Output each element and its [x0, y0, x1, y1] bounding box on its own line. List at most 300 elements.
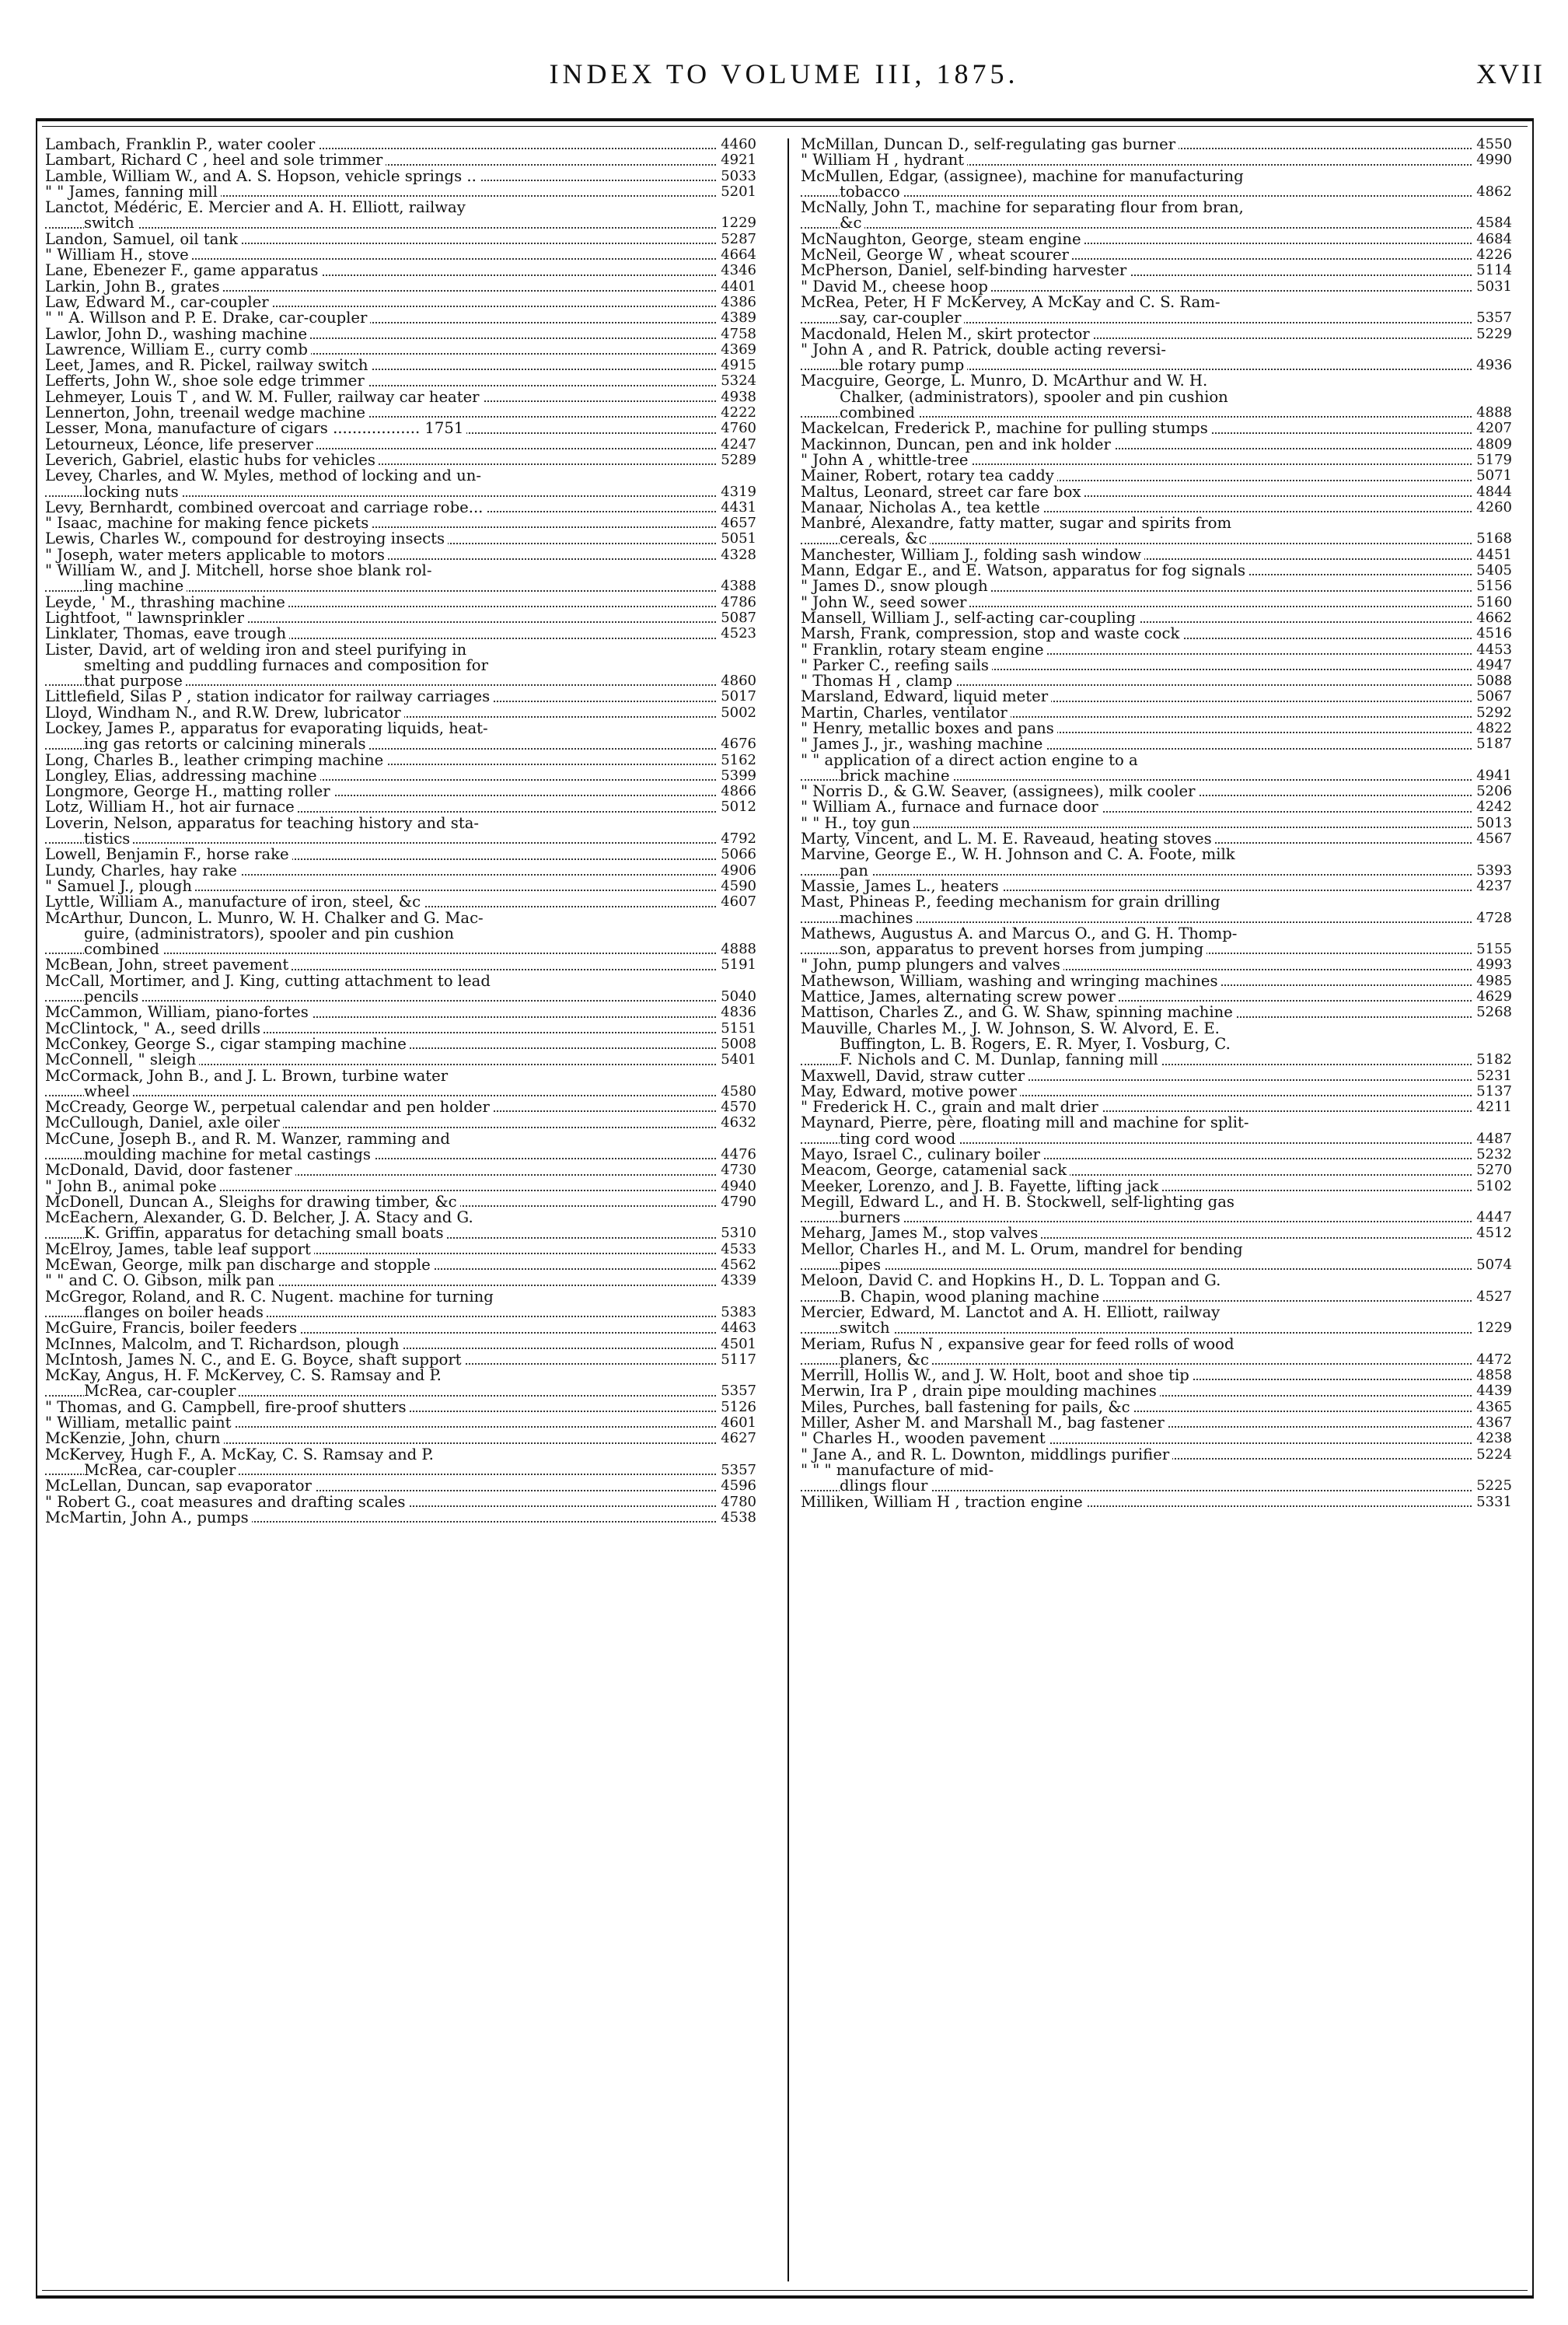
- index-entry: [801, 894, 1512, 926]
- index-entry: [45, 610, 756, 626]
- entry-text-line: [801, 1463, 1512, 1478]
- index-entry: [801, 1021, 1512, 1068]
- index-entry: [45, 626, 756, 642]
- entry-text: Mellor, Charles H., and M. L. Orum, mandrel for bending: [801, 1242, 1246, 1257]
- patent-number: 4388: [716, 579, 756, 594]
- page-header: [0, 51, 1568, 98]
- entry-text: " David M., cheese hoop: [801, 279, 991, 295]
- entry-text: McLellan, Duncan, sap evaporator: [45, 1478, 315, 1494]
- index-entry: [801, 373, 1512, 421]
- index-entry: [801, 626, 1512, 642]
- index-entry: [45, 247, 756, 263]
- patent-number: 4938: [716, 390, 756, 405]
- patent-number: 4328: [716, 547, 756, 563]
- entry-text-line: [45, 1352, 756, 1368]
- entry-text-line: [45, 516, 756, 531]
- entry-text: Merwin, Ira P , drain pipe moulding machines: [801, 1383, 1160, 1399]
- patent-number: 4365: [1472, 1400, 1512, 1415]
- patent-number: 1229: [1472, 1320, 1512, 1336]
- index-entry: [45, 137, 756, 152]
- entry-text-line: [801, 327, 1512, 342]
- entry-text-line: [801, 595, 1512, 610]
- patent-number: 4562: [716, 1257, 756, 1273]
- entry-text-line: [801, 894, 1512, 910]
- entry-text-line: [45, 373, 756, 389]
- entry-text-line: [45, 847, 756, 862]
- entry-text: " Samuel J., plough: [45, 879, 195, 894]
- entry-text-line: [801, 200, 1512, 215]
- index-entry: [801, 152, 1512, 168]
- entry-continuation-line: [801, 1131, 1512, 1147]
- patent-number: 4533: [716, 1242, 756, 1257]
- patent-number: 4222: [716, 405, 756, 421]
- patent-number: 4990: [1472, 152, 1512, 168]
- entry-text-line: [45, 1368, 756, 1383]
- patent-number: 5289: [716, 453, 756, 468]
- entry-text-line: [45, 1320, 756, 1336]
- index-entry: [801, 453, 1512, 468]
- patent-number: 4260: [1472, 500, 1512, 516]
- entry-text: Macdonald, Helen M., skirt protector: [801, 327, 1093, 342]
- entry-text-line: [45, 1115, 756, 1131]
- index-entry: [801, 137, 1512, 152]
- patent-number: 5232: [1472, 1147, 1512, 1162]
- entry-text: McGuire, Francis, boiler feeders: [45, 1320, 300, 1336]
- patent-number: 4339: [716, 1273, 756, 1288]
- entry-continuation-line: [801, 184, 1512, 200]
- entry-text-line: [801, 1273, 1512, 1288]
- entry-text-line: [45, 1478, 756, 1494]
- entry-text: &c: [840, 215, 864, 231]
- entry-text: Leyde, ' M., thrashing machine: [45, 595, 288, 610]
- patent-number: 5155: [1472, 942, 1512, 957]
- patent-number: 5393: [1472, 863, 1512, 879]
- entry-text: Mattice, James, alternating screw power: [801, 989, 1119, 1005]
- patent-number: 5224: [1472, 1447, 1512, 1463]
- entry-text-line: [45, 1100, 756, 1115]
- entry-text: McConnell, " sleigh: [45, 1052, 199, 1068]
- entry-continuation-line: [801, 1210, 1512, 1225]
- entry-text-line: [801, 610, 1512, 626]
- patent-number: 4629: [1472, 989, 1512, 1005]
- entry-text-line: [801, 1100, 1512, 1115]
- entry-text: May, Edward, motive power: [801, 1084, 1020, 1100]
- index-entry: [45, 390, 756, 405]
- patent-number: 4567: [1472, 831, 1512, 847]
- entry-text-line: [801, 957, 1512, 973]
- entry-text: Martin, Charles, ventilator: [801, 705, 1011, 721]
- entry-text: Levey, Charles, and W. Myles, method of locking and un-: [45, 468, 484, 484]
- entry-text-line: [801, 1179, 1512, 1194]
- entry-continuation-line: [801, 531, 1512, 547]
- entry-text: McMullen, Edgar, (assignee), machine for manufacturing: [801, 169, 1247, 184]
- index-entry: [45, 595, 756, 610]
- entry-text: wheel: [84, 1084, 133, 1100]
- patent-number: 4447: [1472, 1210, 1512, 1225]
- entry-text-line: [801, 689, 1512, 704]
- entry-text: Leverich, Gabriel, elastic hubs for vehicles: [45, 453, 379, 468]
- entry-text-line: [45, 1431, 756, 1446]
- entry-text-line: [801, 1005, 1512, 1020]
- entry-text-line: [801, 453, 1512, 468]
- patent-number: 5088: [1472, 673, 1512, 689]
- patent-number: 5231: [1472, 1068, 1512, 1084]
- patent-number: 5292: [1472, 705, 1512, 721]
- entry-continuation-line: [801, 911, 1512, 926]
- entry-text-line: [801, 295, 1512, 310]
- index-entry: [801, 974, 1512, 989]
- entry-text-line: [45, 1400, 756, 1415]
- entry-text: McBean, John, street pavement: [45, 957, 292, 973]
- entry-text: McCready, George W., perpetual calendar and pen holder: [45, 1100, 493, 1115]
- index-entry: [801, 1068, 1512, 1084]
- index-entry: [801, 563, 1512, 579]
- entry-text: Lambart, Richard C , heel and sole trimmer: [45, 152, 386, 168]
- entry-text-line: [801, 1495, 1512, 1510]
- entry-text-line: [801, 658, 1512, 673]
- patent-number: 5182: [1472, 1052, 1512, 1068]
- patent-number: 5162: [716, 753, 756, 768]
- patent-number: 5137: [1472, 1084, 1512, 1100]
- index-entry: [801, 673, 1512, 689]
- index-entry: [45, 1100, 756, 1115]
- entry-text-line: [45, 610, 756, 626]
- patent-number: 5357: [1472, 310, 1512, 326]
- entry-text: McMartin, John A., pumps: [45, 1510, 252, 1526]
- index-entry: [801, 957, 1512, 973]
- entry-continuation-line: [801, 405, 1512, 421]
- index-entry: [801, 516, 1512, 547]
- dot-leader: [45, 227, 756, 229]
- left-index-column: [45, 137, 756, 1526]
- index-entry: [801, 1305, 1512, 1337]
- entry-text: " James D., snow plough: [801, 579, 991, 594]
- patent-number: 4451: [1472, 547, 1512, 563]
- entry-text: McCune, Joseph B., and R. M. Wanzer, ramming and: [45, 1131, 453, 1147]
- dot-leader: [45, 842, 756, 844]
- patent-number: 4247: [716, 437, 756, 453]
- patent-number: 5229: [1472, 327, 1512, 342]
- entry-text-line: [801, 721, 1512, 736]
- entry-text: Lamble, William W., and A. S. Hopson, vehicle springs ..: [45, 169, 480, 184]
- patent-number: 4460: [716, 137, 756, 152]
- entry-text: Mainer, Robert, rotary tea caddy: [801, 468, 1057, 484]
- index-entry: [801, 1383, 1512, 1399]
- dot-leader: [801, 874, 1512, 876]
- entry-text-line: [801, 421, 1512, 436]
- patent-number: 4596: [716, 1478, 756, 1494]
- entry-continuation-line: [45, 1084, 756, 1100]
- patent-number: 4523: [716, 626, 756, 642]
- entry-text: cereals, &c: [840, 531, 930, 547]
- patent-number: 4439: [1472, 1383, 1512, 1399]
- index-entry: [801, 799, 1512, 815]
- patent-number: 4401: [716, 279, 756, 295]
- index-entry: [45, 1115, 756, 1131]
- patent-number: 4527: [1472, 1289, 1512, 1305]
- entry-text: " William H., stove: [45, 247, 192, 263]
- index-entry: [45, 200, 756, 232]
- patent-number: 4760: [716, 421, 756, 436]
- entry-text-line: [801, 547, 1512, 563]
- patent-number: 5031: [1472, 279, 1512, 295]
- entry-text: " Joseph, water meters applicable to motors: [45, 547, 388, 563]
- entry-text-line: [45, 626, 756, 642]
- entry-text-line: [801, 232, 1512, 247]
- entry-continuation-line: [801, 1478, 1512, 1494]
- patent-number: 4730: [716, 1162, 756, 1178]
- patent-number: 4601: [716, 1415, 756, 1431]
- entry-continuation-line: [45, 926, 756, 942]
- patent-number: 5008: [716, 1037, 756, 1052]
- index-entry: [801, 437, 1512, 453]
- entry-text: Lotz, William H., hot air furnace: [45, 799, 298, 815]
- index-entry: [801, 705, 1512, 721]
- index-entry: [45, 152, 756, 168]
- entry-text: Lewis, Charles W., compound for destroying insects: [45, 531, 448, 547]
- index-entry: [45, 1131, 756, 1163]
- entry-text-line: [801, 1194, 1512, 1210]
- dot-leader: [801, 227, 1512, 229]
- patent-number: 4501: [716, 1337, 756, 1352]
- dot-leader: [801, 195, 1512, 197]
- entry-text: " William H , hydrant: [801, 152, 967, 168]
- entry-text-line: [45, 642, 756, 658]
- entry-text: Manbré, Alexandre, fatty matter, sugar and spirits from: [801, 516, 1234, 531]
- entry-text: " Jane A., and R. L. Downton, middlings purifier: [801, 1447, 1172, 1463]
- index-entry: [45, 232, 756, 247]
- patent-number: 5168: [1472, 531, 1512, 547]
- patent-number: 4431: [716, 500, 756, 516]
- patent-number: 5114: [1472, 263, 1512, 278]
- index-entry: [801, 1225, 1512, 1241]
- entry-text: Lister, David, art of welding iron and steel purifying in: [45, 642, 470, 658]
- entry-text-line: [801, 974, 1512, 989]
- index-entry: [45, 753, 756, 768]
- index-entry: [45, 689, 756, 704]
- index-entry: [801, 1415, 1512, 1431]
- index-entry: [801, 421, 1512, 436]
- entry-text-line: [45, 310, 756, 326]
- entry-text: dlings flour: [840, 1478, 931, 1494]
- index-entry: [45, 1447, 756, 1479]
- index-entry: [45, 1068, 756, 1100]
- entry-text: McCormack, John B., and J. L. Brown, turbine water: [45, 1068, 451, 1084]
- entry-continuation-line: [45, 1147, 756, 1162]
- entry-text: " Henry, metallic boxes and pans: [801, 721, 1057, 736]
- entry-text: McArthur, Duncon, L. Munro, W. H. Chalker and G. Mac-: [45, 911, 487, 926]
- patent-number: 5191: [716, 957, 756, 973]
- entry-text-line: [45, 595, 756, 610]
- index-entry: [45, 1320, 756, 1336]
- index-entry: [801, 1463, 1512, 1495]
- patent-number: 4809: [1472, 437, 1512, 453]
- entry-text-line: [801, 1021, 1512, 1037]
- index-entry: [45, 1210, 756, 1242]
- entry-text-line: [45, 1068, 756, 1084]
- index-entry: [45, 1242, 756, 1257]
- index-entry: [801, 753, 1512, 785]
- patent-number: 4921: [716, 152, 756, 168]
- entry-text-line: [45, 295, 756, 310]
- entry-text-line: [45, 768, 756, 784]
- patent-number: 4516: [1472, 626, 1512, 642]
- patent-number: 4463: [716, 1320, 756, 1336]
- entry-text: McInnes, Malcolm, and T. Richardson, plough: [45, 1337, 402, 1352]
- entry-text-line: [801, 1447, 1512, 1463]
- entry-text: McCullough, Daniel, axle oiler: [45, 1115, 283, 1131]
- index-entry: [45, 1431, 756, 1446]
- entry-text: Mansell, William J., self-acting car-coupling: [801, 610, 1139, 626]
- entry-text-line: [801, 626, 1512, 642]
- patent-number: 4472: [1472, 1352, 1512, 1368]
- entry-text-line: [45, 169, 756, 184]
- index-entry: [801, 263, 1512, 278]
- entry-text-line: [45, 1495, 756, 1510]
- entry-text: Buffington, L. B. Rogers, E. R. Myer, I. Vosburg, C.: [840, 1037, 1234, 1052]
- patent-number: 4684: [1472, 232, 1512, 247]
- index-entry: [45, 1400, 756, 1415]
- entry-text: McRea, Peter, H F McKervey, A McKay and C. S. Ram-: [801, 295, 1224, 310]
- entry-text: pan: [840, 863, 871, 879]
- entry-continuation-line: [801, 942, 1512, 957]
- patent-number: 5051: [716, 531, 756, 547]
- entry-continuation-line: [801, 1352, 1512, 1368]
- entry-text: guire, (administrators), spooler and pin cushion: [84, 926, 457, 942]
- index-entry: [45, 531, 756, 547]
- patent-number: 4632: [716, 1115, 756, 1131]
- index-entry: [801, 1100, 1512, 1115]
- entry-text-line: [801, 1368, 1512, 1383]
- entry-text: pencils: [84, 989, 141, 1005]
- index-entry: [801, 831, 1512, 847]
- patent-number: 5310: [716, 1225, 756, 1241]
- index-entry: [45, 1352, 756, 1368]
- entry-text-line: [801, 437, 1512, 453]
- index-entry: [801, 816, 1512, 831]
- entry-text: McCall, Mortimer, and J. King, cutting attachment to lead: [45, 974, 494, 989]
- patent-number: 5331: [1472, 1495, 1512, 1510]
- patent-number: 5156: [1472, 579, 1512, 594]
- entry-continuation-line: [45, 673, 756, 689]
- entry-text: burners: [840, 1210, 903, 1225]
- entry-text-line: [45, 200, 756, 215]
- entry-text: Marvine, George E., W. H. Johnson and C. A. Foote, milk: [801, 847, 1238, 862]
- patent-number: 4936: [1472, 358, 1512, 373]
- entry-text-line: [801, 1305, 1512, 1320]
- entry-text: Lefferts, John W., shoe sole edge trimmer: [45, 373, 368, 389]
- entry-text-line: [801, 816, 1512, 831]
- index-entry: [801, 547, 1512, 563]
- index-entry: [45, 1021, 756, 1037]
- patent-number: 4790: [716, 1194, 756, 1210]
- index-entry: [801, 1337, 1512, 1369]
- entry-text: Meharg, James M., stop valves: [801, 1225, 1041, 1241]
- index-entry: [801, 1431, 1512, 1446]
- entry-text-line: [45, 421, 756, 436]
- entry-text-line: [45, 358, 756, 373]
- entry-text: Massie, James L., heaters: [801, 879, 1002, 894]
- patent-number: 4860: [716, 673, 756, 689]
- patent-number: 5268: [1472, 1005, 1512, 1020]
- entry-text-line: [45, 342, 756, 358]
- entry-continuation-line: [45, 658, 756, 673]
- index-entry: [801, 1273, 1512, 1305]
- entry-text-line: [801, 1400, 1512, 1415]
- entry-text: Marsland, Edward, liquid meter: [801, 689, 1051, 704]
- entry-text: Larkin, John B., grates: [45, 279, 223, 295]
- entry-continuation-line: [801, 390, 1512, 405]
- entry-text: " " A. Willson and P. E. Drake, car-coupler: [45, 310, 370, 326]
- index-entry: [45, 816, 756, 848]
- entry-text: " John A , and R. Patrick, double acting reversi-: [801, 342, 1169, 358]
- index-entry: [45, 516, 756, 531]
- entry-continuation-line: [801, 768, 1512, 784]
- index-entry: [45, 468, 756, 500]
- entry-text: McEwan, George, milk pan discharge and stopple: [45, 1257, 434, 1273]
- entry-continuation-line: [45, 484, 756, 500]
- entry-text-line: [801, 579, 1512, 594]
- entry-text: Linklater, Thomas, eave trough: [45, 626, 289, 642]
- entry-text-line: [45, 279, 756, 295]
- entry-text-line: [45, 721, 756, 736]
- index-entry: [801, 468, 1512, 484]
- entry-text: Letourneux, Léonce, life preserver: [45, 437, 316, 453]
- entry-text-line: [45, 863, 756, 879]
- index-entry: [45, 1162, 756, 1178]
- entry-text: McDonell, Duncan A., Sleighs for drawing timber, &c: [45, 1194, 460, 1210]
- entry-text: Mann, Edgar E., and E. Watson, apparatus for fog signals: [801, 563, 1248, 579]
- entry-text: Lennerton, John, treenail wedge machine: [45, 405, 368, 421]
- index-entry: [801, 847, 1512, 879]
- page-title: INDEX TO VOLUME III, 1875.: [549, 58, 1019, 89]
- index-entry: [801, 1400, 1512, 1415]
- entry-text: moulding machine for metal castings: [84, 1147, 374, 1162]
- entry-text-line: [801, 642, 1512, 658]
- patent-number: 4662: [1472, 610, 1512, 626]
- index-entry: [45, 437, 756, 453]
- entry-text: Meeker, Lorenzo, and J. B. Fayette, lifting jack: [801, 1179, 1161, 1194]
- entry-continuation-line: [45, 1463, 756, 1478]
- entry-text: Manaar, Nicholas A., tea kettle: [801, 500, 1043, 516]
- patent-number: 4664: [716, 247, 756, 263]
- index-entry: [45, 1179, 756, 1194]
- entry-text: Mercier, Edward, M. Lanctot and A. H. Elliott, railway: [801, 1305, 1223, 1320]
- index-entry: [45, 721, 756, 753]
- patent-number: 4367: [1472, 1415, 1512, 1431]
- entry-continuation-line: [801, 1289, 1512, 1305]
- entry-text-line: [45, 957, 756, 973]
- patent-number: 5225: [1472, 1478, 1512, 1494]
- entry-text: " Frederick H. C., grain and malt drier: [801, 1100, 1102, 1115]
- entry-text-line: [45, 468, 756, 484]
- entry-text-line: [45, 1337, 756, 1352]
- entry-text-line: [45, 1273, 756, 1288]
- patent-number: 1229: [716, 215, 756, 231]
- entry-continuation-line: [45, 1305, 756, 1320]
- patent-number: 5074: [1472, 1257, 1512, 1273]
- entry-text-line: [801, 753, 1512, 768]
- entry-text-line: [45, 1289, 756, 1305]
- patent-number: 5160: [1472, 595, 1512, 610]
- patent-number: 4207: [1472, 421, 1512, 436]
- entry-text: Lyttle, William A., manufacture of iron, steel, &c: [45, 894, 424, 910]
- entry-text-line: [45, 1447, 756, 1463]
- entry-text-line: [45, 1005, 756, 1020]
- entry-text: McElroy, James, table leaf support: [45, 1242, 314, 1257]
- index-entry: [45, 1289, 756, 1321]
- entry-text: tistics: [84, 831, 133, 847]
